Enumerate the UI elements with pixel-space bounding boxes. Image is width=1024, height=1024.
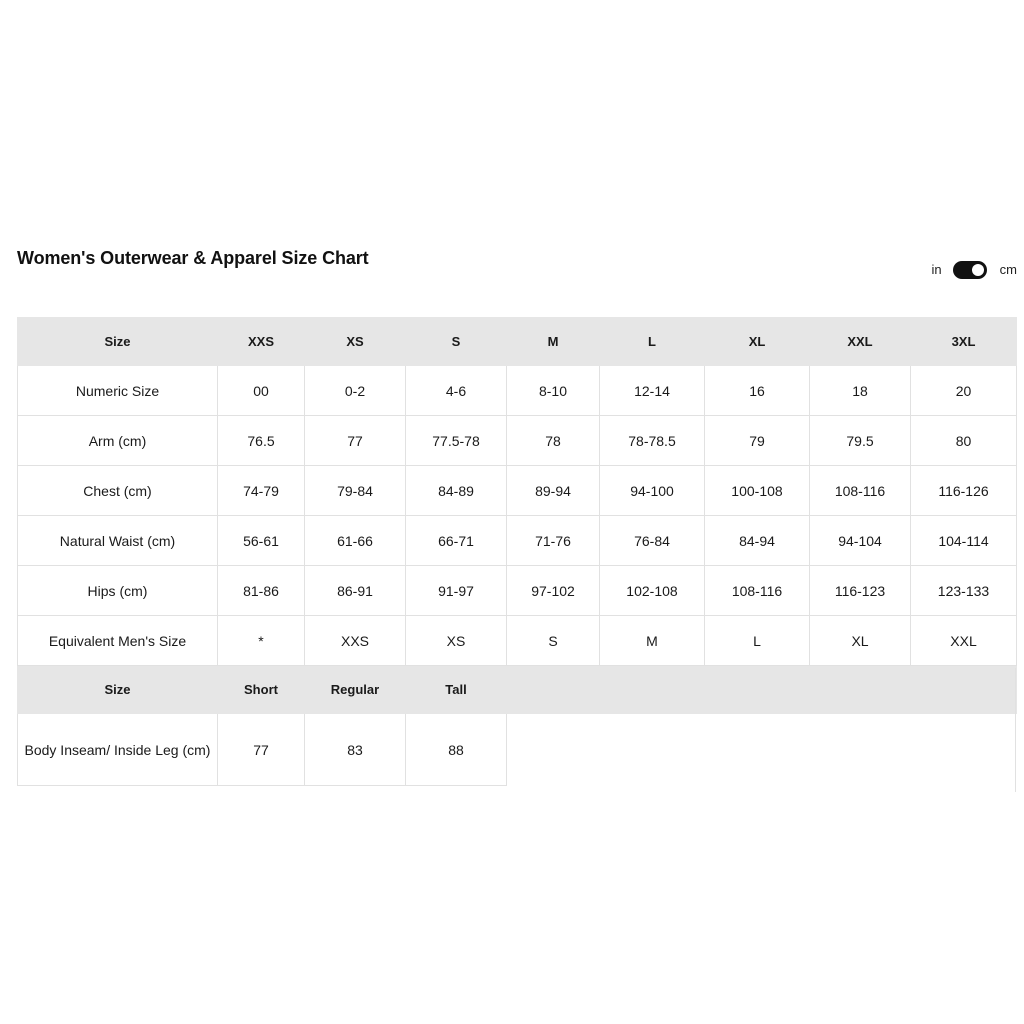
- table-cell: XL: [810, 616, 911, 666]
- header-cell: XS: [305, 318, 406, 366]
- table-cell: 94-104: [810, 516, 911, 566]
- table-cell: 76-84: [600, 516, 705, 566]
- table-cell: 86-91: [305, 566, 406, 616]
- unit-label-in[interactable]: in: [931, 262, 942, 277]
- header-cell: XL: [705, 318, 810, 366]
- header-cell: Size: [18, 666, 218, 714]
- header-cell: 3XL: [911, 318, 1017, 366]
- header-cell: Regular: [305, 666, 406, 714]
- table-cell: 20: [911, 366, 1017, 416]
- table-cell: *: [218, 616, 305, 666]
- table-cell: 88: [406, 714, 507, 786]
- table-cell: 81-86: [218, 566, 305, 616]
- table-cell: 78: [507, 416, 600, 466]
- table-row: [18, 714, 1017, 786]
- table-cell: L: [705, 616, 810, 666]
- row-label: Numeric Size: [18, 366, 218, 416]
- table-row: [18, 616, 1017, 666]
- row-label: Natural Waist (cm): [18, 516, 218, 566]
- table-row: [18, 416, 1017, 466]
- table-cell: 16: [705, 366, 810, 416]
- table-cell: 8-10: [507, 366, 600, 416]
- row-label: Chest (cm): [18, 466, 218, 516]
- table-cell: M: [600, 616, 705, 666]
- header-cell: Size: [18, 318, 218, 366]
- header-cell: L: [600, 318, 705, 366]
- unit-label-cm[interactable]: cm: [999, 262, 1017, 277]
- table-cell: 61-66: [305, 516, 406, 566]
- table-cell: 74-79: [218, 466, 305, 516]
- table-cell: 116-126: [911, 466, 1017, 516]
- table-cell: 18: [810, 366, 911, 416]
- table-cell: XXS: [305, 616, 406, 666]
- table-cell: 79: [705, 416, 810, 466]
- table-cell: 100-108: [705, 466, 810, 516]
- table-header-row: [18, 318, 1017, 366]
- header-cell: XXS: [218, 318, 305, 366]
- table-cell: XXL: [911, 616, 1017, 666]
- table-cell: 77.5-78: [406, 416, 507, 466]
- table-cell: 79.5: [810, 416, 911, 466]
- table-cell: 4-6: [406, 366, 507, 416]
- inseam-header-row: [18, 666, 1017, 714]
- table-cell: XS: [406, 616, 507, 666]
- table-cell: 123-133: [911, 566, 1017, 616]
- header-cell: Short: [218, 666, 305, 714]
- empty-cell: [507, 666, 1017, 714]
- table-cell: 104-114: [911, 516, 1017, 566]
- table-cell: 79-84: [305, 466, 406, 516]
- table-cell: 12-14: [600, 366, 705, 416]
- header-cell: Tall: [406, 666, 507, 714]
- table-cell: 76.5: [218, 416, 305, 466]
- table-cell: 0-2: [305, 366, 406, 416]
- size-chart-table: [17, 317, 1017, 786]
- table-cell: 56-61: [218, 516, 305, 566]
- table-cell: 116-123: [810, 566, 911, 616]
- unit-switch[interactable]: [953, 261, 987, 279]
- row-label: Equivalent Men's Size: [18, 616, 218, 666]
- table-cell: 108-116: [705, 566, 810, 616]
- table-cell: 94-100: [600, 466, 705, 516]
- row-label: Arm (cm): [18, 416, 218, 466]
- header-cell: M: [507, 318, 600, 366]
- row-label: Body Inseam/ Inside Leg (cm): [18, 714, 218, 786]
- table-cell: 80: [911, 416, 1017, 466]
- empty-cell: [507, 714, 1017, 786]
- header-cell: S: [406, 318, 507, 366]
- table-row: [18, 516, 1017, 566]
- unit-toggle: [932, 259, 1017, 281]
- table-cell: 77: [218, 714, 305, 786]
- table-row: [18, 466, 1017, 516]
- table-row: [18, 366, 1017, 416]
- table-cell: 77: [305, 416, 406, 466]
- table-right-border: [1015, 668, 1016, 792]
- table-cell: S: [507, 616, 600, 666]
- table-cell: 66-71: [406, 516, 507, 566]
- table-cell: 78-78.5: [600, 416, 705, 466]
- table-cell: 97-102: [507, 566, 600, 616]
- table-cell: 00: [218, 366, 305, 416]
- table-cell: 89-94: [507, 466, 600, 516]
- page-title: Women's Outerwear & Apparel Size Chart: [17, 248, 369, 268]
- table-cell: 91-97: [406, 566, 507, 616]
- toggle-knob-icon: [972, 264, 984, 276]
- table-cell: 84-89: [406, 466, 507, 516]
- table-cell: 71-76: [507, 516, 600, 566]
- table-cell: 108-116: [810, 466, 911, 516]
- row-label: Hips (cm): [18, 566, 218, 616]
- table-cell: 84-94: [705, 516, 810, 566]
- table-cell: 83: [305, 714, 406, 786]
- header-cell: XXL: [810, 318, 911, 366]
- table-row: [18, 566, 1017, 616]
- table-cell: 102-108: [600, 566, 705, 616]
